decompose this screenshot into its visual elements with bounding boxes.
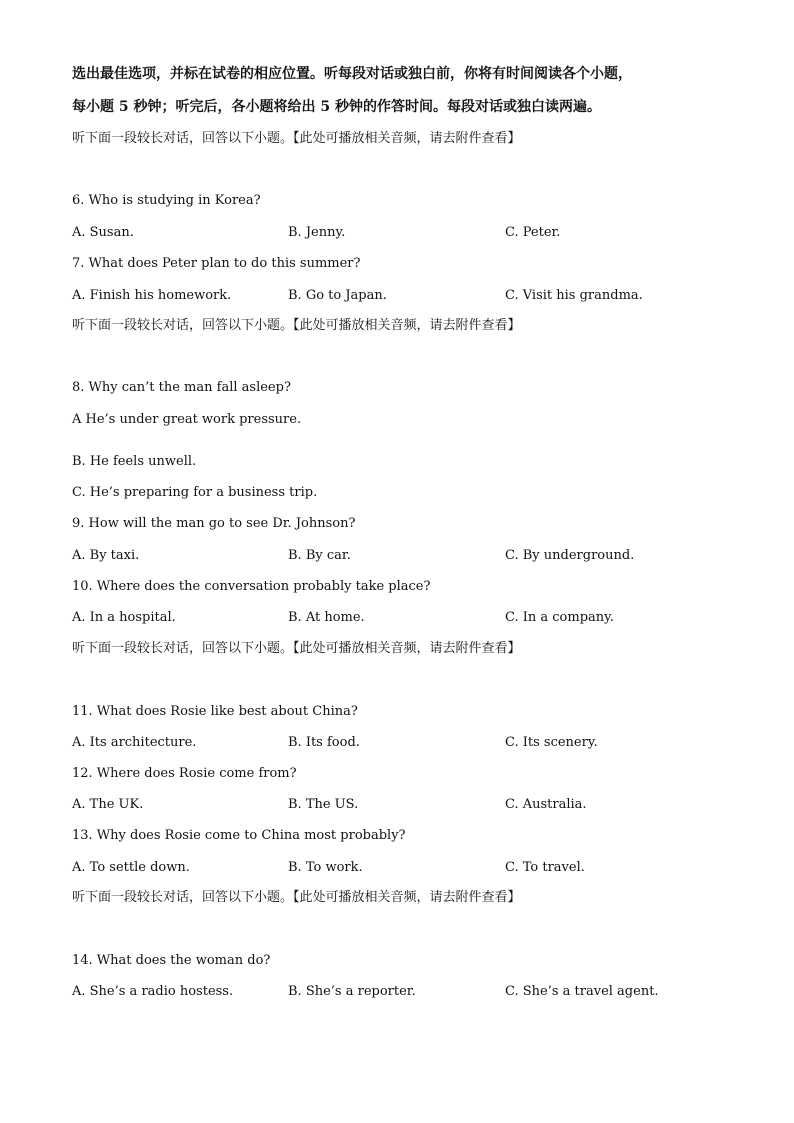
option-c[interactable]: C. She’s a travel agent.	[505, 984, 659, 999]
question-stem: 10. Where does the conversation probably take place?	[72, 579, 431, 594]
question-stem: 14. What does the woman do?	[72, 953, 271, 968]
option-b[interactable]: B. Jenny.	[288, 225, 346, 240]
option-b[interactable]: B. By car.	[288, 548, 351, 563]
instruction-line-1: 选出最佳选项，并标在试卷的相应位置。听每段对话或独白前，你将有时间阅读各个小题，	[72, 66, 632, 82]
option-a[interactable]: A. The UK.	[72, 797, 144, 812]
instruction-line-2: 每小题 5 秒钟；听完后，各小题将给出 5 秒钟的作答时间。每段对话或独白读两遍。	[72, 99, 601, 115]
option-a[interactable]: A. Finish his homework.	[72, 288, 232, 303]
option-c[interactable]: C. Its scenery.	[505, 735, 598, 750]
option-b[interactable]: B. She’s a reporter.	[288, 984, 416, 999]
listening-direction: 听下面一段较长对话，回答以下小题。【此处可播放相关音频，请去附件查看】	[72, 641, 521, 656]
option-c[interactable]: C. Australia.	[505, 797, 587, 812]
listening-direction: 听下面一段较长对话，回答以下小题。【此处可播放相关音频，请去附件查看】	[72, 318, 521, 333]
option-b[interactable]: B. At home.	[288, 610, 365, 625]
question-stem: 11. What does Rosie like best about China?	[72, 704, 358, 719]
question-stem: 12. Where does Rosie come from?	[72, 766, 297, 781]
option-c[interactable]: C. By underground.	[505, 548, 635, 563]
option-a[interactable]: A. In a hospital.	[72, 610, 176, 625]
listening-direction: 听下面一段较长对话，回答以下小题。【此处可播放相关音频，请去附件查看】	[72, 890, 521, 905]
question-stem: 7. What does Peter plan to do this summer?	[72, 256, 361, 271]
option-a[interactable]: A. She’s a radio hostess.	[72, 984, 234, 999]
option-c[interactable]: C. In a company.	[505, 610, 614, 625]
question-stem: 6. Who is studying in Korea?	[72, 193, 261, 208]
option-a[interactable]: A. Its architecture.	[72, 735, 197, 750]
listening-direction: 听下面一段较长对话，回答以下小题。【此处可播放相关音频，请去附件查看】	[72, 131, 521, 146]
option-c[interactable]: C. Peter.	[505, 225, 561, 240]
option-c[interactable]: C. He’s preparing for a business trip.	[72, 485, 318, 500]
option-b[interactable]: B. To work.	[288, 860, 363, 875]
option-b[interactable]: B. He feels unwell.	[72, 454, 197, 469]
option-b[interactable]: B. Its food.	[288, 735, 360, 750]
option-b[interactable]: B. The US.	[288, 797, 359, 812]
question-stem: 9. How will the man go to see Dr. Johnson?	[72, 516, 356, 531]
option-b[interactable]: B. Go to Japan.	[288, 288, 387, 303]
question-stem: 13. Why does Rosie come to China most probably?	[72, 828, 406, 843]
option-a[interactable]: A He’s under great work pressure.	[72, 412, 302, 427]
option-c[interactable]: C. Visit his grandma.	[505, 288, 643, 303]
option-a[interactable]: A. By taxi.	[72, 548, 140, 563]
question-stem: 8. Why can’t the man fall asleep?	[72, 380, 291, 395]
option-c[interactable]: C. To travel.	[505, 860, 585, 875]
option-a[interactable]: A. To settle down.	[72, 860, 190, 875]
option-a[interactable]: A. Susan.	[72, 225, 134, 240]
